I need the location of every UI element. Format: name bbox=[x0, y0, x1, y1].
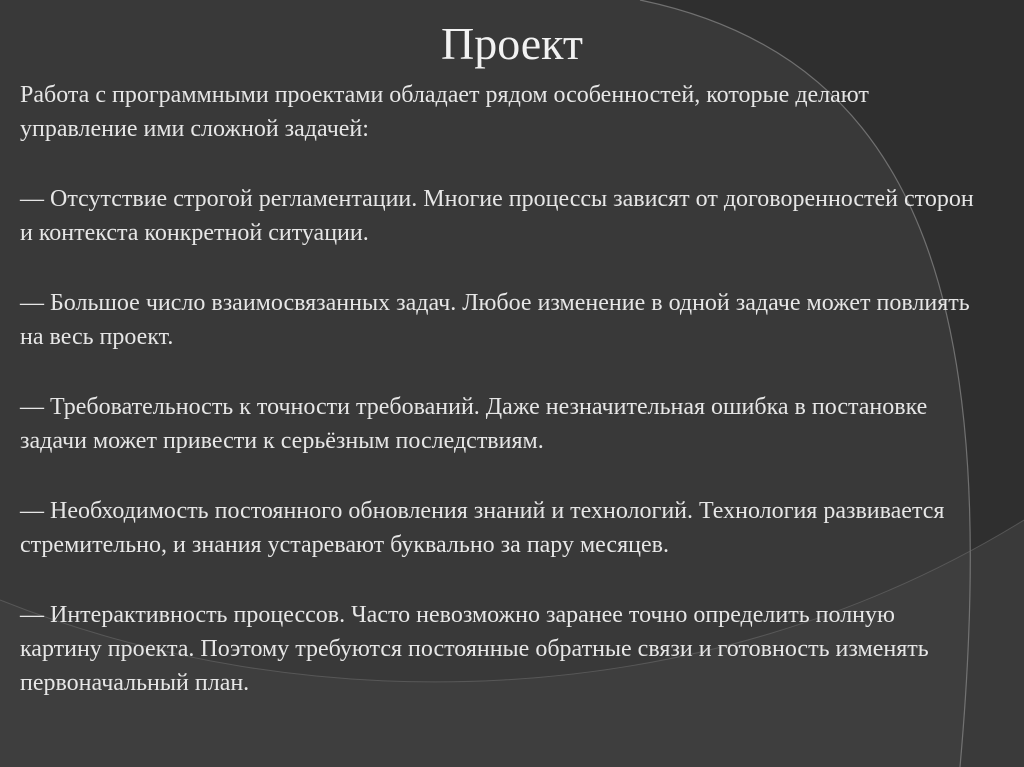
slide-title: Проект bbox=[440, 18, 584, 69]
slide-body bbox=[20, 78, 980, 700]
point-paragraph: — Большое число взаимосвязанных задач. Любое изменение в одной задаче может повлиять на весь проект. bbox=[20, 290, 970, 350]
intro-paragraph: Работа с программными проектами обладает рядом особенностей, которые делают управление ими сложной задачей: bbox=[20, 82, 869, 142]
point-paragraph: — Необходимость постоянного обновления знаний и технологий. Технология развивается стремительно, и знания устаревают буквально за пару месяцев. bbox=[20, 498, 945, 558]
point-paragraph: — Отсутствие строгой регламентации. Многие процессы зависят от договоренностей сторон и контекста конкретной ситуации. bbox=[20, 186, 974, 246]
point-paragraph: — Интерактивность процессов. Часто невозможно заранее точно определить полную картину проекта. Поэтому требуются постоянные обратные связи и готовность изменять первоначальный план. bbox=[20, 602, 929, 696]
point-paragraph: — Требовательность к точности требований. Даже незначительная ошибка в постановке задачи может привести к серьёзным последствиям. bbox=[20, 394, 928, 454]
